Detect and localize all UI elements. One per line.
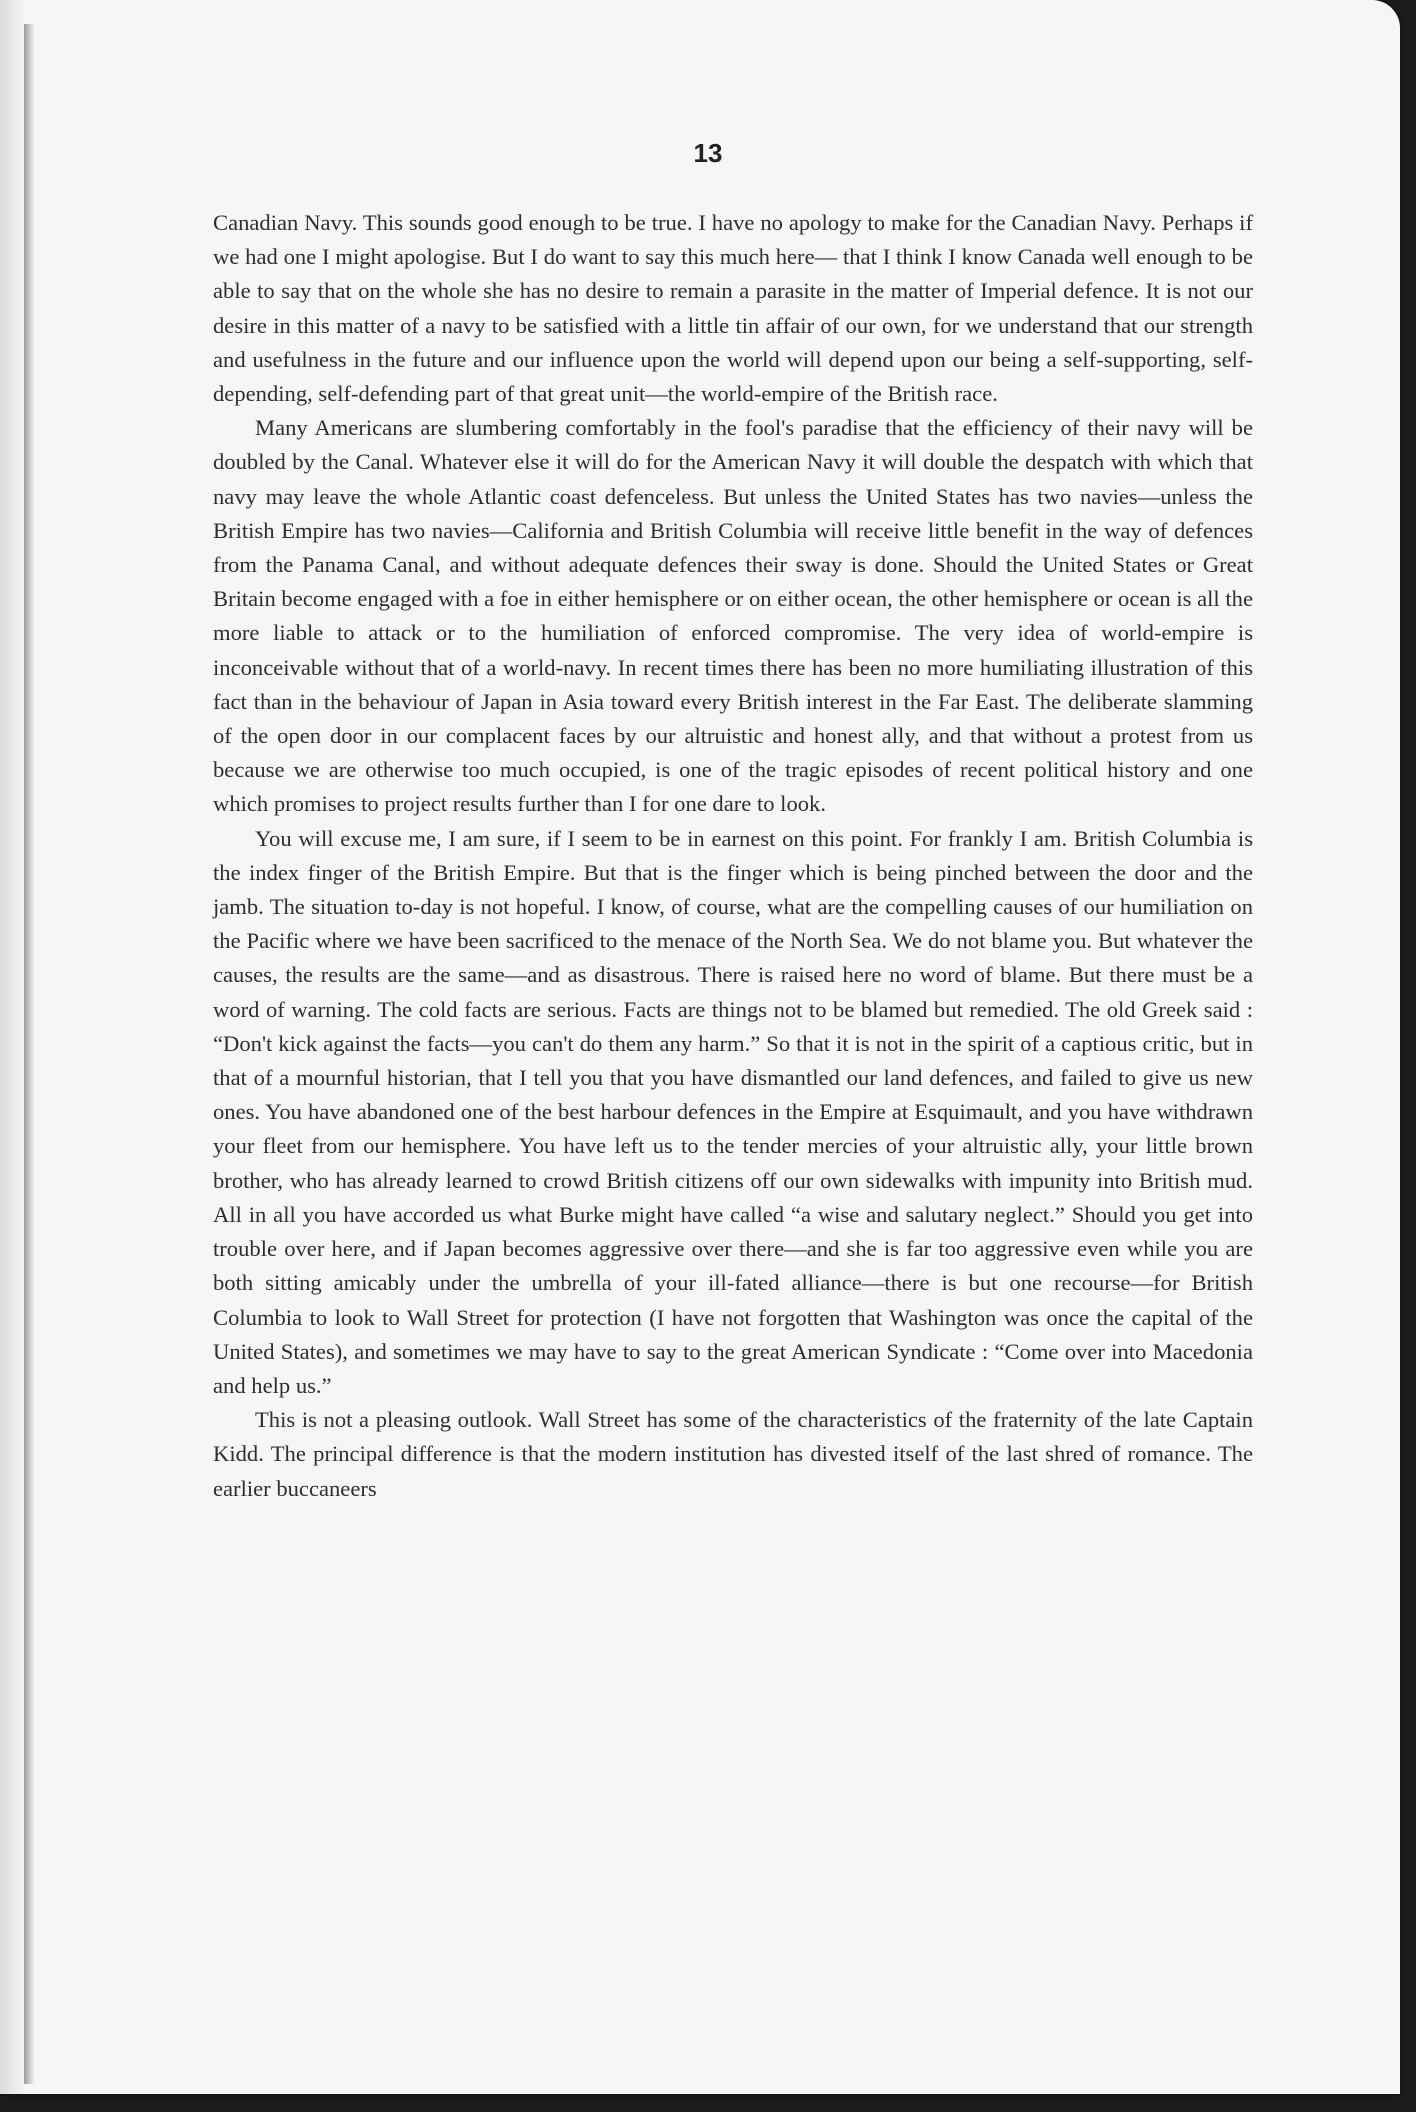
page-number: 13 — [693, 138, 723, 168]
binding-edge — [24, 24, 34, 2084]
body-text — [213, 206, 1253, 1506]
paragraph: You will excuse me, I am sure, if I seem to be in earnest on this point. For frankly I am. British Columbia is the index finger of the British Empire. But that is the finger which is being pinched between the door and the jamb. The situation to-day is not hopeful. I know, of course, what are the compelling causes of our humiliation on the Pacific where we have been sacrificed to the menace of the North Sea. We do not blame you. But whatever the causes, the results are the same—and as disastrous. There is raised here no word of blame. But there must be a word of warning. The cold facts are serious. Facts are things not to be blamed but remedied. The old Greek said : “Don't kick against the facts—you can't do them any harm.” So that it is not in the spirit of a captious critic, but in that of a mournful historian, that I tell you that you have dismantled our land defences, and failed to give us new ones. You have abandoned one of the best harbour defences in the Empire at Esquimault, and you have withdrawn your fleet from our hemisphere. You have left us to the tender mercies of your altruistic ally, your little brown brother, who has already learned to crowd British citizens off our own sidewalks with impunity into British mud. All in all you have accorded us what Burke might have called “a wise and salutary neglect.” Should you get into trouble over here, and if Japan becomes aggressive over there—and she is far too aggressive even while you are both sitting amicably under the umbrella of your ill-fated alliance—there is but one recourse—for British Columbia to look to Wall Street for protection (I have not forgotten that Washington was once the capital of the United States), and sometimes we may have to say to the great American Syndicate : “Come over into Macedonia and help us.” — [213, 825, 1253, 1398]
paragraph: Many Americans are slumbering comfortably in the fool's paradise that the efficiency of their navy will be doubled by the Canal. Whatever else it will do for the American Navy it will double the despatch with which that navy may leave the whole Atlantic coast defenceless. But unless the United States has two navies—unless the British Empire has two navies—California and British Columbia will receive little benefit in the way of defences from the Panama Canal, and without adequate defences their sway is done. Should the United States or Great Britain become engaged with a foe in either hemisphere or on either ocean, the other hemisphere or ocean is all the more liable to attack or to the humiliation of enforced compromise. The very idea of world-empire is inconceivable without that of a world-navy. In recent times there has been no more humiliating illustration of this fact than in the behaviour of Japan in Asia toward every British interest in the Far East. The deliberate slamming of the open door in our complacent faces by our altruistic and honest ally, and that without a protest from us because we are otherwise too much occupied, is one of the tragic episodes of recent political history and one which promises to project results further than I for one dare to look. — [213, 415, 1253, 817]
binding-shadow — [0, 0, 24, 2094]
paragraph: This is not a pleasing outlook. Wall Street has some of the characteristics of the fraternity of the late Captain Kidd. The principal difference is that the modern institution has divested itself of the last shred of romance. The earlier buccaneers — [213, 1407, 1253, 1501]
paragraph: Canadian Navy. This sounds good enough to be true. I have no apology to make for the Canadian Navy. Perhaps if we had one I might apologise. But I do want to say this much here— that I think I know Canada well enough to be able to say that on the whole she has no desire to remain a parasite in the matter of Imperial defence. It is not our desire in this matter of a navy to be satisfied with a little tin affair of our own, for we understand that our strength and usefulness in the future and our influence upon the world will depend upon our being a self-supporting, self-depending, self-defending part of that great unit—the world-empire of the British race. — [213, 210, 1253, 407]
